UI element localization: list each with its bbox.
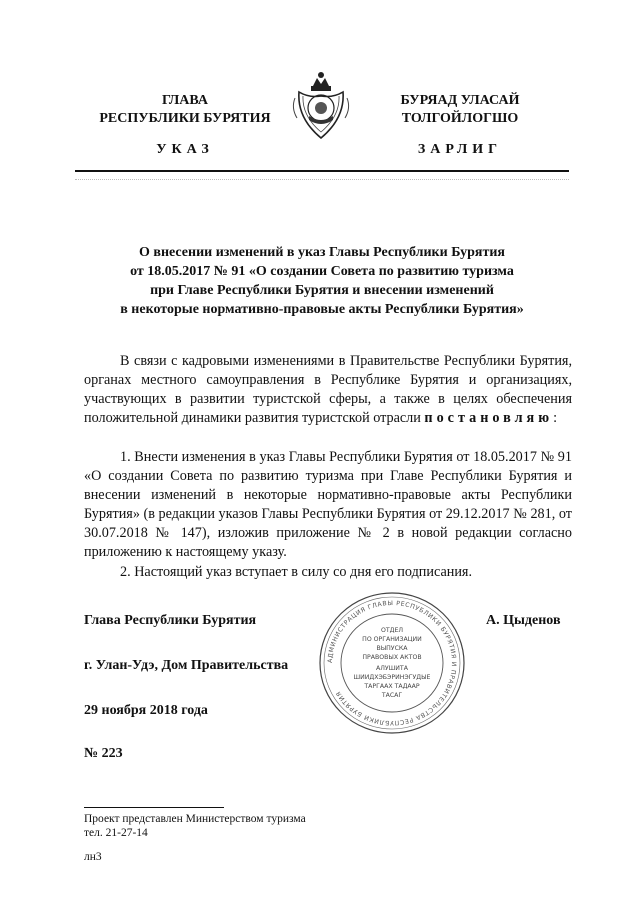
stamp-line5: АЛУШИТА: [376, 665, 408, 672]
stamp-line7: ТАРГААХ ТАДААР: [364, 683, 420, 690]
stamp-seal: [317, 590, 467, 736]
header-left-line1: ГЛАВА: [162, 93, 208, 108]
footer-rule: [84, 807, 224, 808]
stamp-line2: ПО ОРГАНИЗАЦИИ: [362, 636, 422, 643]
preamble-paragraph: [84, 352, 572, 428]
preamble-text: В связи с кадровыми изменениями в Правительстве Республики Бурятия, органах местного самоуправления в Республике Бурятия и организациях, участвующих в развитии туристской сферы, а также в целях обеспечения положительной динамики развития туристской отрасли: [84, 353, 572, 426]
title-line3: при Главе Республики Бурятия и внесении изменений: [150, 283, 494, 298]
header-left-org: [95, 92, 275, 128]
header-right-doc-type: ЗАРЛИГ: [417, 142, 503, 157]
stamp-line6: ШИИДХЭБЭРИНЭГУДЫЕ: [353, 674, 431, 681]
title-line4: в некоторые нормативно-правовые акты Республики Бурятия»: [120, 302, 524, 317]
coat-of-arms-emblem: [289, 68, 353, 144]
header-rule: [75, 170, 569, 172]
item-2-paragraph: 2. Настоящий указ вступает в силу со дня его подписания.: [120, 564, 473, 580]
header-left-line2: РЕСПУБЛИКИ БУРЯТИЯ: [99, 111, 271, 126]
title-line2: от 18.05.2017 № 91 «О создании Совета по развитию туризма: [130, 264, 514, 279]
header-dotted-rule: [75, 179, 569, 181]
stamp-ring-text: АДМИНИСТРАЦИЯ ГЛАВЫ РЕСПУБЛИКИ БУРЯТИЯ И ПРАВИТЕЛЬСТВА РЕСПУБЛИКИ БУРЯТИЯ: [326, 599, 458, 727]
footer-prepared-by: Проект представлен Министерством туризма: [84, 813, 306, 825]
decree-title: [75, 243, 569, 319]
footer-code: лн3: [84, 851, 102, 863]
header-right-line1: БУРЯАД УЛАСАЙ: [400, 93, 520, 108]
footer-phone: тел. 21-27-14: [84, 827, 148, 839]
title-line1: О внесении изменений в указ Главы Республики Бурятия: [139, 245, 505, 260]
signatory-position: Глава Республики Бурятия: [84, 613, 257, 628]
stamp-line1: ОТДЕЛ: [380, 627, 404, 634]
decree-number: № 223: [84, 746, 123, 761]
signing-place: г. Улан-Удэ, Дом Правительства: [84, 658, 289, 673]
emblem-icon: [289, 68, 353, 144]
stamp-line8: ТАСАГ: [381, 692, 403, 699]
decree-colon: :: [553, 410, 558, 426]
svg-text:АДМИНИСТРАЦИЯ ГЛАВЫ РЕСПУБЛИКИ: [327, 600, 457, 726]
stamp-line3: ВЫПУСКА: [376, 645, 408, 652]
decree-word: постановляю: [424, 410, 554, 426]
header-right-org: [370, 92, 550, 128]
official-stamp: [317, 590, 467, 736]
signing-date: 29 ноября 2018 года: [84, 703, 208, 718]
header-right-line2: ТОЛГОЙЛОГШО: [401, 111, 519, 126]
item-1-paragraph: 1. Внести изменения в указ Главы Республики Бурятия от 18.05.2017 № 91 «О создании Совета по развитию туризма при Главе Республики Бурятия и внесении изменений в некоторые нормативно-правовые акты Республики Бурятия» (в редакции указов Главы Республики Бурятия от 29.12.2017 № 281, от 30.07.2018 № 147), изложив приложение № 2 в новой редакции согласно приложению к настоящему указу.: [84, 449, 572, 560]
stamp-line4: ПРАВОВЫХ АКТОВ: [362, 654, 422, 661]
signatory-name: А. Цыденов: [486, 613, 561, 628]
header-left-doc-type: УКАЗ: [156, 142, 214, 157]
